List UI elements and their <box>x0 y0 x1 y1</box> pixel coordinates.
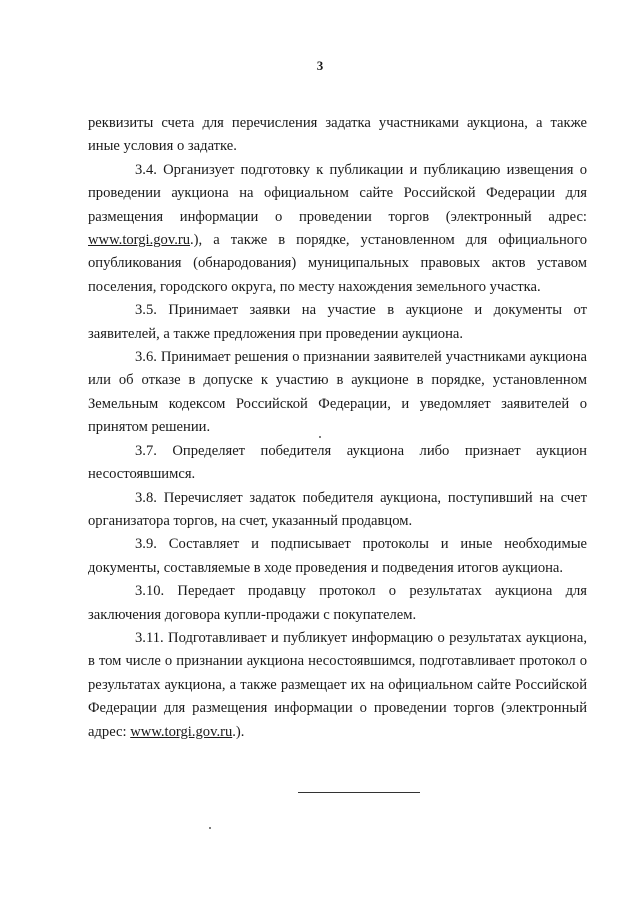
torgi-link[interactable]: www.torgi.gov.ru <box>88 232 191 249</box>
paragraph-3-7: 3.7. Определяет победителя аукциона либо признает аукцион несостоявшимся. <box>88 442 587 483</box>
paragraph-3-4-text-a: 3.4. Организует подготовку к публикации и публикацию извещения о проведении аукциона на официальном сайте Российской Федерации для размещения информации о проведении торгов (электронный адрес: <box>88 161 587 225</box>
end-divider-line <box>298 792 420 793</box>
scan-speck <box>319 436 321 438</box>
paragraph-3-4-text-b: .), а также в порядке, установленном для официального опубликования (обнародования) муниципальных правовых актов уставом поселения, городского округа, по месту нахождения земельного участка. <box>88 232 587 295</box>
paragraph-3-11 <box>88 627 587 744</box>
intro-paragraph: реквизиты счета для перечисления задатка участниками аукциона, а также иные условия о задатке. <box>88 115 587 155</box>
paragraph-3-4 <box>88 159 587 299</box>
scan-speck <box>209 827 211 829</box>
paragraph-3-5: 3.5. Принимает заявки на участие в аукционе и документы от заявителей, а также предложения при проведении аукциона. <box>88 302 587 342</box>
document-body <box>88 112 587 744</box>
paragraph-3-11-text-a: 3.11. Подготавливает и публикует информацию о результатах аукциона, в том числе о признании аукциона несостоявшимся, подготавливает протокол о результатах аукциона, а также размещает их на официальном сайте Российской Федерации для размещения информации о проведении торгов (электронный адрес: <box>88 629 587 740</box>
paragraph-3-11-text-b: .). <box>232 723 245 740</box>
paragraph-3-6: 3.6. Принимает решения о признании заявителей участниками аукциона или об отказе в допуске к участию в аукционе в порядке, установленном Земельным кодексом Российской Федерации, и уведомляет заявителей о принятом решении. <box>88 349 587 436</box>
torgi-link-2[interactable]: www.torgi.gov.ru <box>130 723 233 740</box>
paragraph-3-10: 3.10. Передает продавцу протокол о результатах аукциона для заключения договора купли-продажи с покупателем. <box>88 583 587 623</box>
paragraph-3-8: 3.8. Перечисляет задаток победителя аукциона, поступивший на счет организатора торгов, на счет, указанный продавцом. <box>88 489 587 529</box>
page-number: 3 <box>316 58 324 73</box>
paragraph-3-9: 3.9. Составляет и подписывает протоколы и иные необходимые документы, составляемые в ходе проведения и подведения итогов аукциона. <box>88 536 587 576</box>
